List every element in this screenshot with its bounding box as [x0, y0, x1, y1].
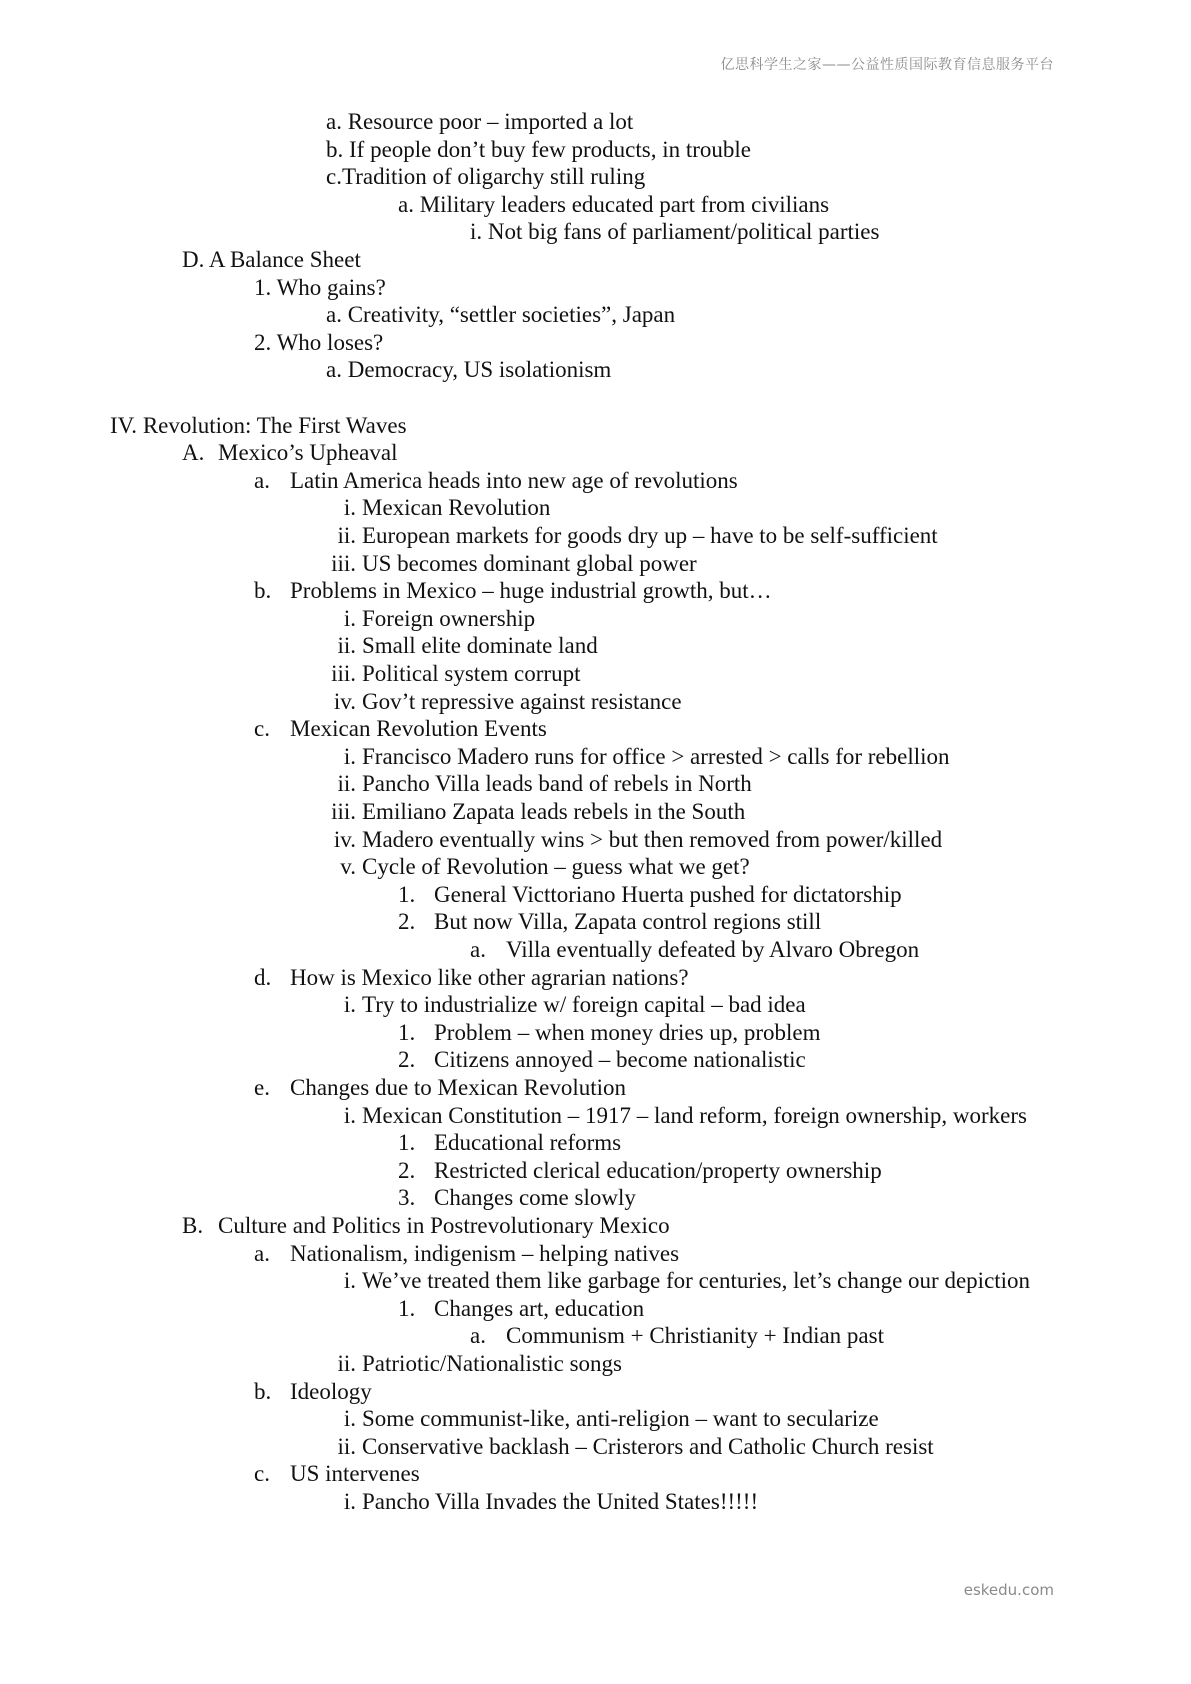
outline-marker: i. — [343, 1102, 356, 1128]
outline-text: Villa eventually defeated by Alvaro Obregon — [506, 937, 920, 962]
outline-marker: i. — [470, 219, 483, 245]
outline-text: Mexico’s Upheaval — [218, 440, 398, 466]
outline-marker: 2. — [398, 1157, 416, 1183]
outline-text: Patriotic/Nationalistic songs — [362, 1351, 622, 1376]
outline-text: General Victtoriano Huerta pushed for dictatorship — [434, 881, 902, 907]
outline-marker: 2. — [398, 1047, 416, 1073]
outline-marker: ii. — [337, 771, 356, 797]
outline-text: Nationalism, indigenism – helping natives — [290, 1240, 680, 1266]
outline-marker: iii. — [331, 799, 356, 824]
outline-marker: iv. — [333, 826, 356, 852]
outline-marker: iii. — [331, 661, 356, 686]
outline-marker: 2. — [254, 329, 272, 355]
outline-marker: i. — [343, 992, 356, 1018]
outline-marker: 1. — [398, 881, 416, 907]
outline-text: Foreign ownership — [362, 605, 536, 631]
outline-marker: c. — [326, 164, 342, 190]
outline-marker: ii. — [337, 1351, 356, 1376]
outline-text: Ideology — [290, 1378, 372, 1404]
outline-marker: 1. — [398, 1130, 416, 1156]
outline-text: US intervenes — [290, 1461, 420, 1487]
outline-marker: a. — [254, 1240, 270, 1266]
outline-marker: i. — [343, 1268, 356, 1294]
outline-text: We’ve treated them like garbage for centuries, let’s change our depiction — [362, 1268, 1031, 1294]
outline-text: But now Villa, Zapata control regions still — [434, 909, 822, 935]
outline-marker: i. — [343, 1406, 356, 1432]
outline-text: Who loses? — [276, 329, 384, 355]
outline-text: Pancho Villa leads band of rebels in North — [362, 771, 752, 797]
outline-text: Tradition of oligarchy still ruling — [341, 164, 646, 190]
outline-text: European markets for goods dry up – have to be self-sufficient — [362, 523, 938, 548]
outline-marker: IV. — [110, 412, 138, 438]
outline-marker: a. — [470, 937, 486, 962]
outline-text: Democracy, US isolationism — [347, 357, 612, 383]
outline-text: Mexican Constitution – 1917 – land reform, foreign ownership, workers — [362, 1102, 1027, 1128]
outline-text: Resource poor – imported a lot — [347, 109, 634, 134]
outline-text: Changes due to Mexican Revolution — [290, 1075, 626, 1100]
outline-text: Citizens annoyed – become nationalistic — [434, 1047, 806, 1073]
outline-text: Creativity, “settler societies”, Japan — [347, 302, 676, 328]
outline-text: Not big fans of parliament/political parties — [487, 219, 880, 245]
header-watermark-text: 亿思科学生之家——公益性质国际教育信息服务平台 — [720, 57, 1054, 73]
outline-marker: d. — [254, 964, 272, 990]
outline-marker: i. — [343, 605, 356, 631]
outline-marker: a. — [470, 1323, 486, 1349]
outline-marker: iii. — [331, 550, 356, 576]
outline-text: Pancho Villa Invades the United States!!!!! — [362, 1489, 759, 1514]
outline-marker: c. — [254, 1461, 270, 1487]
outline-text: Latin America heads into new age of revolutions — [290, 467, 738, 493]
outline-marker: 3. — [398, 1185, 416, 1211]
outline-marker: 1. — [398, 1295, 416, 1321]
outline-text: Conservative backlash – Cristerors and Catholic Church resist — [362, 1433, 934, 1459]
outline-text: If people don’t buy few products, in trouble — [349, 136, 751, 162]
outline-marker: v. — [340, 854, 356, 880]
outline-marker: c. — [254, 716, 270, 742]
outline-marker: D. — [182, 247, 205, 272]
outline-marker: b. — [254, 578, 272, 604]
outline-marker: e. — [254, 1075, 270, 1100]
outline-marker: a. — [326, 109, 342, 134]
outline-marker: A. — [182, 440, 205, 466]
outline-text: Revolution: The First Waves — [142, 412, 407, 438]
outline-text: US becomes dominant global power — [362, 550, 697, 576]
outline-text: Restricted clerical education/property ownership — [434, 1157, 882, 1183]
outline-marker: i. — [343, 743, 356, 769]
outline-marker: b. — [326, 136, 344, 162]
outline-marker: i. — [343, 495, 356, 521]
outline-text: Changes come slowly — [434, 1185, 636, 1211]
outline-marker: 1. — [254, 274, 272, 300]
outline-text: Mexican Revolution — [362, 495, 551, 521]
outline-marker: a. — [254, 467, 270, 493]
outline-text: A Balance Sheet — [208, 247, 361, 272]
outline-text: Culture and Politics in Postrevolutionary Mexico — [218, 1213, 670, 1238]
outline-marker: ii. — [337, 633, 356, 659]
outline-marker: B. — [182, 1213, 204, 1238]
outline-marker: iv. — [333, 688, 356, 714]
outline-text: Educational reforms — [434, 1130, 622, 1156]
outline-text: Mexican Revolution Events — [290, 716, 547, 742]
outline-marker: a. — [326, 357, 342, 383]
outline-marker: ii. — [337, 523, 356, 548]
outline-text: Small elite dominate land — [362, 633, 598, 659]
outline-marker: 1. — [398, 1019, 416, 1045]
outline-text: Try to industrialize w/ foreign capital – bad idea — [362, 992, 806, 1018]
outline-text: Problems in Mexico – huge industrial growth, but… — [290, 578, 772, 604]
outline-text: Francisco Madero runs for office > arrested > calls for rebellion — [362, 743, 950, 769]
outline-text: Communism + Christianity + Indian past — [506, 1323, 884, 1349]
outline-text: Problem – when money dries up, problem — [434, 1019, 821, 1045]
outline-text: How is Mexico like other agrarian nations? — [290, 964, 689, 990]
outline-marker: ii. — [337, 1433, 356, 1459]
outline-text: Military leaders educated part from civilians — [419, 191, 830, 217]
outline-marker: a. — [326, 302, 342, 328]
outline-marker: 2. — [398, 909, 416, 935]
outline-text: Some communist-like, anti-religion – want to secularize — [362, 1406, 879, 1432]
footer-watermark-text: eskedu.com — [963, 1581, 1054, 1599]
outline-text: Political system corrupt — [362, 661, 581, 686]
outline-text: Gov’t repressive against resistance — [362, 688, 682, 714]
outline-text: Cycle of Revolution – guess what we get? — [362, 854, 750, 880]
outline-marker: i. — [343, 1489, 356, 1514]
outline-marker: b. — [254, 1378, 272, 1404]
outline-text: Madero eventually wins > but then removed from power/killed — [362, 826, 943, 852]
outline-text: Who gains? — [276, 274, 386, 300]
outline-marker: a. — [398, 191, 414, 217]
outline-text: Changes art, education — [434, 1295, 645, 1321]
outline-text: Emiliano Zapata leads rebels in the South — [362, 799, 746, 824]
